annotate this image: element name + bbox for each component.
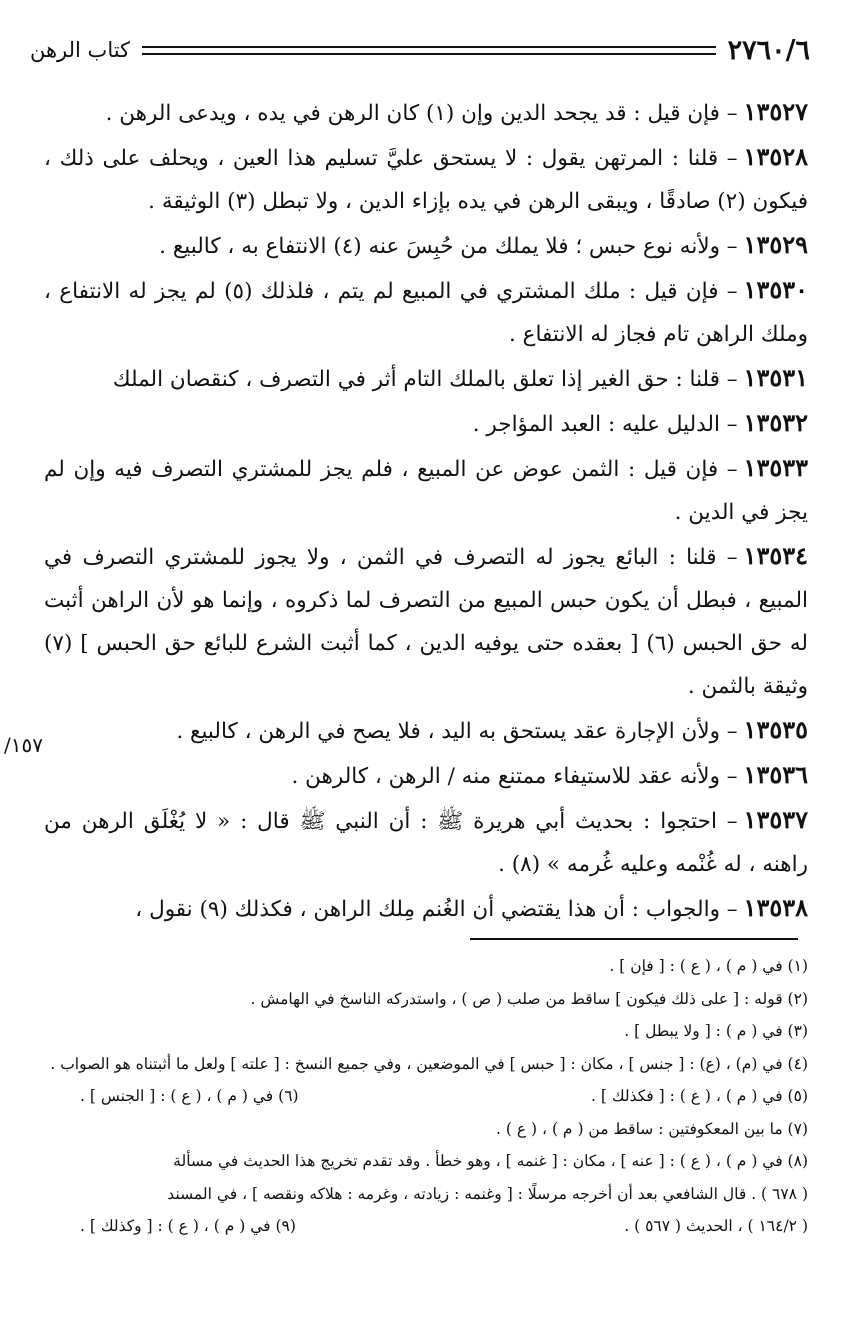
paragraph-number: ١٣٥٣٥: [743, 715, 808, 744]
footnote: (٢) قوله : [ على ذلك فيكون ] ساقط من صلب ( ص ) ، واستدركه الناسخ في الهامش .: [250, 989, 808, 1008]
footnote-row: [40, 1080, 808, 1113]
paragraph: [44, 886, 808, 931]
paragraph-number: ١٣٥٣٣: [743, 453, 808, 482]
paragraph-text: – احتجوا : بحديث أبي هريرة ﷺ : أن النبي ﷺ قال : « لا يُغْلَق الرهن من راهنه ، له غُنْمه وعليه غُرمه » (٨) .: [44, 809, 808, 877]
paragraph-number: ١٣٥٣١: [743, 363, 808, 392]
paragraph: [44, 223, 808, 268]
paragraph: [44, 708, 808, 753]
paragraph: [44, 753, 808, 798]
footnote-row: [40, 1210, 808, 1243]
paragraph-number: ١٣٥٢٨: [743, 142, 808, 171]
paragraph: [44, 798, 808, 886]
paragraph: [44, 90, 808, 135]
footnote-separator: [470, 938, 798, 940]
paragraph: [44, 401, 808, 446]
paragraph: [44, 446, 808, 534]
paragraph-number: ١٣٥٣٦: [743, 760, 808, 789]
paragraph: [44, 356, 808, 401]
footnote: (٥) في ( م ) ، ( ع ) : [ فكذلك ] .: [591, 1087, 808, 1105]
paragraph-text: – ولأن الإجارة عقد يستحق به اليد ، فلا يصح في الرهن ، كالبيع .: [176, 719, 738, 744]
paragraph-text: – فإن قيل : ملك المشتري في المبيع لم يتم ، فلذلك (٥) لم يجز له الانتفاع ، وملك الراهن تام فجاز له الانتفاع .: [44, 279, 808, 347]
paragraph-number: ١٣٥٣٠: [743, 275, 808, 304]
body-text: [44, 90, 808, 931]
footnote: (٦) في ( م ) ، ( ع ) : [ الجنس ] .: [80, 1087, 299, 1105]
paragraph-text: – فإن قيل : الثمن عوض عن المبيع ، فلم يجز للمشتري التصرف فيه وإن لم يجز في الدين .: [44, 457, 808, 525]
paragraph-number: ١٣٥٣٧: [743, 805, 808, 834]
paragraph-text: – والجواب : أن هذا يقتضي أن الغُنم مِلك الراهن ، فكذلك (٩) نقول ،: [135, 897, 738, 922]
footnote: (٣) في ( م ) : [ ولا يبطل ] .: [624, 1022, 808, 1040]
paragraph-number: ١٣٥٣٤: [743, 541, 808, 570]
paragraph-text: – فإن قيل : قد يجحد الدين وإن (١) كان الرهن في يده ، ويدعى الرهن .: [105, 101, 738, 126]
paragraph-text: – ولأنه نوع حبس ؛ فلا يملك من حُبِسَ عنه (٤) الانتفاع به ، كالبيع .: [159, 234, 738, 259]
page-header: [30, 32, 810, 68]
page-number: ٢٧٦٠/٦: [727, 34, 810, 66]
paragraph-text: – قلنا : المرتهن يقول : لا يستحق عليَّ تسليم هذا العين ، ويحلف على ذلك ، فيكون (٢) صادقًا ، ويبقى الرهن في يده بإزاء الدين ، ولا تبطل (٣) الوثيقة .: [44, 146, 808, 214]
paragraph-number: ١٣٥٣٨: [743, 893, 808, 922]
paragraph-text: – قلنا : حق الغير إذا تعلق بالملك التام أثر في التصرف ، كنقصان الملك: [112, 367, 738, 392]
paragraph-text: – الدليل عليه : العبد المؤاجر .: [472, 412, 738, 437]
book-title: كتاب الرهن: [30, 38, 131, 62]
paragraph: [44, 534, 808, 708]
paragraph-number: ١٣٥٢٩: [743, 230, 808, 259]
footnote: ( ٦٧٨ ) . قال الشافعي بعد أن أخرجه مرسلًا : [ وغنمه : زيادته ، وغرمه : هلاكه ونقصه ] ، في المسند: [167, 1184, 808, 1203]
footnote: (٤) في (م) ، (ع) : [ جنس ] ، مكان : [ حبس ] في الموضعين ، وفي جميع النسخ : [ علته ] ولعل ما أثبتناه هو الصواب .: [50, 1054, 808, 1073]
paragraph-number: ١٣٥٣٢: [743, 408, 808, 437]
footnote: (١) في ( م ) ، ( ع ) : [ فإن ] .: [609, 957, 808, 975]
margin-page-ref: /١٥٧: [4, 733, 43, 757]
footnote: (٨) في ( م ) ، ( ع ) : [ عنه ] ، مكان : [ غنمه ] ، وهو خطأ . وقد تقدم تخريج هذا الحديث في مسألة: [173, 1152, 808, 1170]
paragraph-number: ١٣٥٢٧: [743, 97, 808, 126]
footnote: (٧) ما بين المعكوفتين : ساقط من ( م ) ، ( ع ) .: [496, 1119, 808, 1138]
footnote: ( ١٦٤/٢ ) ، الحديث ( ٥٦٧ ) .: [624, 1217, 808, 1235]
header-rule: [142, 46, 716, 55]
footnotes: [40, 950, 808, 1243]
paragraph-text: – ولأنه عقد للاستيفاء ممتنع منه / الرهن ، كالرهن .: [291, 764, 738, 789]
paragraph: [44, 268, 808, 356]
paragraph: [44, 135, 808, 223]
paragraph-text: – قلنا : البائع يجوز له التصرف في الثمن ، ولا يجوز للمشتري التصرف في المبيع ، فبطل أن يكون حبس المبيع من التصرف لما ذكروه ، وإنما هو لأن الراهن أثبت له حق الحبس (٦) [ بعقده حتى يوفيه الدين ، كما أثبت الشرع للبائع حق الحبس ] (٧) وثيقة بالثمن .: [44, 545, 808, 699]
footnote: (٩) في ( م ) ، ( ع ) : [ وكذلك ] .: [80, 1217, 296, 1235]
